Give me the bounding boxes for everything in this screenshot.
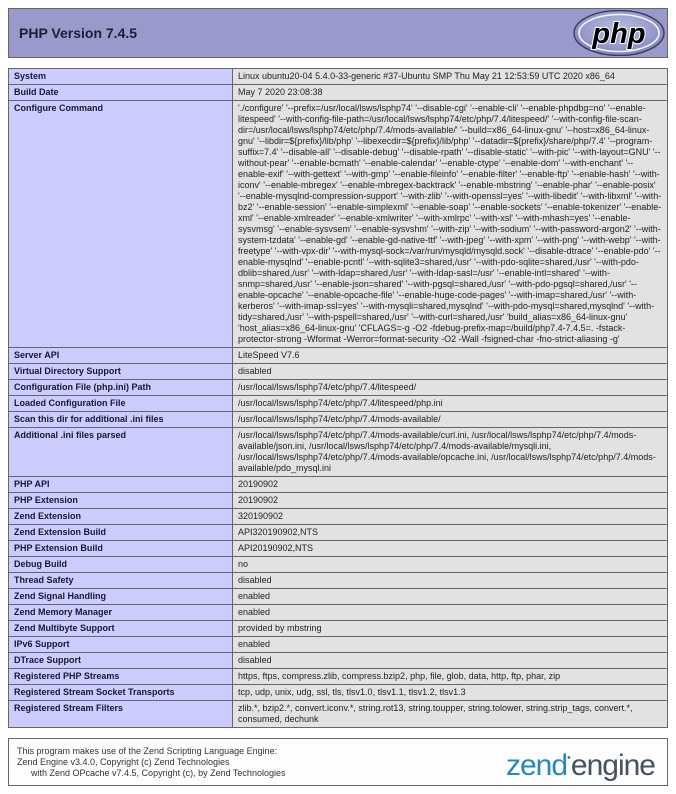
row-label: Zend Extension — [9, 509, 233, 525]
table-row — [9, 701, 668, 728]
page-title: PHP Version 7.4.5 — [19, 25, 138, 41]
row-value: LiteSpeed V7.6 — [233, 348, 668, 364]
table-row — [9, 605, 668, 621]
row-label: Debug Build — [9, 557, 233, 573]
row-value: API320190902,NTS — [233, 525, 668, 541]
row-value: /usr/local/lsws/lsphp74/etc/php/7.4/mods-available/ — [233, 412, 668, 428]
table-row — [9, 477, 668, 493]
php-logo-text: php — [592, 18, 646, 50]
row-label: Build Date — [9, 85, 233, 101]
row-label: Registered Stream Socket Transports — [9, 685, 233, 701]
zend-logo-word-zend: zend — [505, 749, 568, 782]
table-row — [9, 509, 668, 525]
row-value: /usr/local/lsws/lsphp74/etc/php/7.4/mods-available/curl.ini, /usr/local/lsws/lsphp74/etc/php/7.4/mods-available/json.ini, /usr/local/lsws/lsphp74/etc/php/7.4/mods-available/mysqli.ini, /usr/local/lsws/lsphp74/etc/php/7.4/mods-available/opcache.ini, /usr/local/lsws/lsphp74/etc/php/7.4/mods-available/pdo_mysql.ini — [233, 428, 668, 477]
table-row — [9, 685, 668, 701]
row-label: DTrace Support — [9, 653, 233, 669]
row-label: PHP API — [9, 477, 233, 493]
row-label: Zend Signal Handling — [9, 589, 233, 605]
table-row — [9, 589, 668, 605]
table-row — [9, 541, 668, 557]
table-row — [9, 621, 668, 637]
phpinfo-table — [8, 68, 668, 728]
row-value: zlib.*, bzip2.*, convert.iconv.*, string.rot13, string.toupper, string.tolower, string.strip_tags, convert.*, consumed, dechunk — [233, 701, 668, 728]
row-value: provided by mbstring — [233, 621, 668, 637]
table-row — [9, 364, 668, 380]
row-label: Server API — [9, 348, 233, 364]
row-value: May 7 2020 23:08:38 — [233, 85, 668, 101]
table-row — [9, 493, 668, 509]
zend-credit-line: This program makes use of the Zend Scripting Language Engine: — [17, 745, 278, 756]
row-label: Registered PHP Streams — [9, 669, 233, 685]
row-label: Configure Command — [9, 101, 233, 348]
row-value: https, ftps, compress.zlib, compress.bzip2, php, file, glob, data, http, ftp, phar, zip — [233, 669, 668, 685]
row-value: 20190902 — [233, 477, 668, 493]
row-value: Linux ubuntu20-04 5.4.0-33-generic #37-Ubuntu SMP Thu May 21 12:53:59 UTC 2020 x86_64 — [233, 69, 668, 85]
row-label: PHP Extension Build — [9, 541, 233, 557]
row-label: Zend Multibyte Support — [9, 621, 233, 637]
row-value: API20190902,NTS — [233, 541, 668, 557]
php-logo-icon — [573, 10, 665, 56]
table-row — [9, 69, 668, 85]
row-label: Registered Stream Filters — [9, 701, 233, 728]
table-row — [9, 557, 668, 573]
row-label: Virtual Directory Support — [9, 364, 233, 380]
zend-footer — [8, 738, 668, 786]
row-value: disabled — [233, 653, 668, 669]
table-row — [9, 525, 668, 541]
row-value: enabled — [233, 589, 668, 605]
row-value: no — [233, 557, 668, 573]
row-label: Loaded Configuration File — [9, 396, 233, 412]
table-row — [9, 101, 668, 348]
row-label: Scan this dir for additional .ini files — [9, 412, 233, 428]
zend-credit-line: with Zend OPcache v7.4.5, Copyright (c), by Zend Technologies — [31, 767, 286, 778]
table-row — [9, 637, 668, 653]
zend-credits — [17, 746, 285, 779]
row-value: enabled — [233, 605, 668, 621]
table-row — [9, 396, 668, 412]
table-row — [9, 653, 668, 669]
row-value: disabled — [233, 364, 668, 380]
table-row — [9, 412, 668, 428]
zend-engine-logo — [506, 742, 659, 782]
table-row — [9, 573, 668, 589]
row-value: './configure' '--prefix=/usr/local/lsws/lsphp74' '--disable-cgi' '--enable-cli' '--enable-phpdbg=no' '--enable-litespeed' '--with-config-file-path=/usr/local/lsws/lsphp74/etc/php/7.4/litespeed/' '--with-config-file-scan-dir=/usr/local/lsws/lsphp74/etc/php/7.4/mods-available/' '--build=x86_64-linux-gnu' '--host=x86_64-linux-gnu' '--libdir=${prefix}/lib/php' '--libexecdir=${prefix}/lib/php' '--datadir=${prefix}/share/php/7.4' '--program-suffix=7.4' '--disable-all' '--disable-debug' '--disable-rpath' '--disable-static' '--with-pic' '--with-layout=GNU' '--without-pear' '--enable-bcmath' '--enable-calendar' '--enable-ctype' '--enable-dom' '--with-enchant' '--enable-exif' '--with-gettext' '--with-gmp' '--enable-fileinfo' '--enable-filter' '--enable-ftp' '--enable-hash' '--with-iconv' '--enable-mbregex' '--enable-mbregex-backtrack' '--enable-mbstring' '--enable-phar' '--enable-posix' '--enable-mysqlnd-compression-support' '--with-zlib' '--with-openssl=yes' '--with-libedit' '--with-libxml' '--with-bz2' '--enable-session' '--enable-simplexml' '--enable-soap' '--enable-sockets' '--enable-tokenizer' '--enable-xml' '--enable-xmlreader' '--enable-xmlwriter' '--with-xmlrpc' '--with-xsl' '--with-mhash=yes' '--enable-sysvmsg' '--enable-sysvsem' '--enable-sysvshm' '--with-zip' '--with-sodium' '--with-password-argon2' '--with-system-tzdata' '--enable-gd' '--enable-gd-native-ttf' '--with-jpeg' '--with-xpm' '--with-png' '--with-webp' '--with-freetype' '--with-vpx-dir' '--with-mysql-sock=/var/run/mysqld/mysqld.sock' '--disable-dtrace' '--enable-pdo' '--enable-mysqlnd' '--enable-pcntl' '--with-sqlite3=shared,/usr' '--with-pdo-sqlite=shared,/usr' '--with-pdo-dblib=shared,/usr' '--with-ldap=shared,/usr' '--with-ldap-sasl=/usr' '--enable-intl=shared' '--with-snmp=shared,/usr' '--enable-json=shared' '--with-pgsql=shared,/usr' '--with-pdo-pgsql=shared,/usr' '--enable-opcache' '--enable-opcache-file' '--enable-huge-code-pages' '--with-imap=shared,/usr' '--with-kerberos' '--with-imap-ssl=yes' '--with-mysqli=shared,mysqlnd' '--with-pdo-mysql=shared,mysqlnd' '--with-tidy=shared,/usr' '--with-pspell=shared,/usr' '--with-curl=shared,/usr' 'build_alias=x86_64-linux-gnu' 'host_alias=x86_64-linux-gnu' 'CFLAGS=-g -O2 -fdebug-prefix-map=/build/php7.4-7.4.5=. -fstack-protector-strong -Wformat -Werror=format-security -O2 -Wall -fsigned-char -fno-strict-aliasing -g' — [233, 101, 668, 348]
row-label: Zend Memory Manager — [9, 605, 233, 621]
table-row — [9, 380, 668, 396]
row-label: Thread Safety — [9, 573, 233, 589]
row-value: 320190902 — [233, 509, 668, 525]
row-label: Additional .ini files parsed — [9, 428, 233, 477]
row-label: PHP Extension — [9, 493, 233, 509]
php-version-header — [8, 8, 668, 58]
row-value: enabled — [233, 637, 668, 653]
row-label: System — [9, 69, 233, 85]
row-value: 20190902 — [233, 493, 668, 509]
row-value: tcp, udp, unix, udg, ssl, tls, tlsv1.0, tlsv1.1, tlsv1.2, tlsv1.3 — [233, 685, 668, 701]
table-row — [9, 348, 668, 364]
table-row — [9, 669, 668, 685]
row-value: disabled — [233, 573, 668, 589]
row-value: /usr/local/lsws/lsphp74/etc/php/7.4/litespeed/ — [233, 380, 668, 396]
table-row — [9, 85, 668, 101]
zend-credit-line: Zend Engine v3.4.0, Copyright (c) Zend Technologies — [17, 756, 230, 767]
registered-dot-icon: • — [567, 752, 571, 764]
row-label: Zend Extension Build — [9, 525, 233, 541]
table-row — [9, 428, 668, 477]
row-label: Configuration File (php.ini) Path — [9, 380, 233, 396]
zend-logo-word-engine: engine — [570, 749, 655, 782]
row-label: IPv6 Support — [9, 637, 233, 653]
phpinfo-page — [8, 8, 668, 786]
row-value: /usr/local/lsws/lsphp74/etc/php/7.4/litespeed/php.ini — [233, 396, 668, 412]
